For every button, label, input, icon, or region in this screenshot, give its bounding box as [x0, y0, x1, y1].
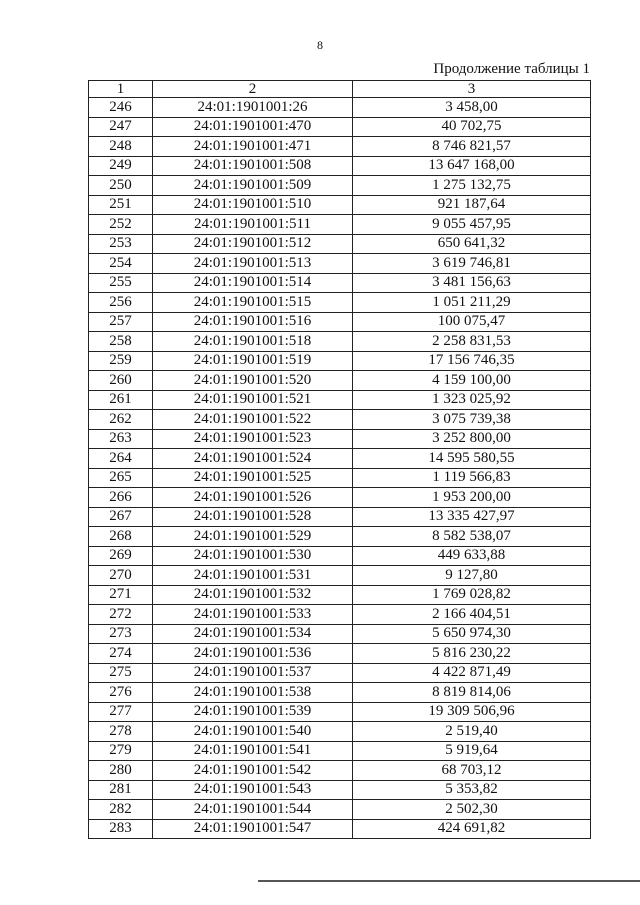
cadastral-number-cell: 24:01:1901001:26	[153, 98, 353, 118]
cadastral-number-cell: 24:01:1901001:533	[153, 605, 353, 625]
table-row	[89, 429, 591, 449]
row-number-cell: 270	[89, 566, 153, 586]
value-cell: 1 119 566,83	[353, 468, 591, 488]
value-cell: 3 481 156,63	[353, 273, 591, 293]
value-cell: 1 051 211,29	[353, 293, 591, 313]
row-number-cell: 250	[89, 176, 153, 196]
cadastral-number-cell: 24:01:1901001:524	[153, 449, 353, 469]
row-number-cell: 280	[89, 761, 153, 781]
table-row	[89, 390, 591, 410]
table-row	[89, 449, 591, 469]
table-row	[89, 800, 591, 820]
value-cell: 4 159 100,00	[353, 371, 591, 391]
value-cell: 3 252 800,00	[353, 429, 591, 449]
cadastral-number-cell: 24:01:1901001:508	[153, 156, 353, 176]
table-row	[89, 488, 591, 508]
table-row	[89, 605, 591, 625]
value-cell: 1 275 132,75	[353, 176, 591, 196]
row-number-cell: 271	[89, 585, 153, 605]
value-cell: 2 519,40	[353, 722, 591, 742]
cadastral-number-cell: 24:01:1901001:521	[153, 390, 353, 410]
value-cell: 3 458,00	[353, 98, 591, 118]
row-number-cell: 278	[89, 722, 153, 742]
row-number-cell: 258	[89, 332, 153, 352]
cadastral-number-cell: 24:01:1901001:547	[153, 819, 353, 839]
value-cell: 68 703,12	[353, 761, 591, 781]
row-number-cell: 268	[89, 527, 153, 547]
cadastral-number-cell: 24:01:1901001:526	[153, 488, 353, 508]
table-row	[89, 566, 591, 586]
value-cell: 5 816 230,22	[353, 644, 591, 664]
value-cell: 3 075 739,38	[353, 410, 591, 430]
row-number-cell: 269	[89, 546, 153, 566]
table-row	[89, 234, 591, 254]
cadastral-number-cell: 24:01:1901001:470	[153, 117, 353, 137]
row-number-cell: 276	[89, 683, 153, 703]
value-cell: 8 746 821,57	[353, 137, 591, 157]
cadastral-number-cell: 24:01:1901001:540	[153, 722, 353, 742]
value-cell: 9 055 457,95	[353, 215, 591, 235]
value-cell: 8 819 814,06	[353, 683, 591, 703]
value-cell: 5 919,64	[353, 741, 591, 761]
row-number-cell: 254	[89, 254, 153, 274]
cadastral-number-cell: 24:01:1901001:511	[153, 215, 353, 235]
table-continuation-label: Продолжение таблицы 1	[433, 61, 590, 77]
column-header-3: 3	[353, 81, 591, 98]
table-row	[89, 741, 591, 761]
cadastral-number-cell: 24:01:1901001:528	[153, 507, 353, 527]
row-number-cell: 247	[89, 117, 153, 137]
row-number-cell: 249	[89, 156, 153, 176]
cadastral-number-cell: 24:01:1901001:542	[153, 761, 353, 781]
column-header-1: 1	[89, 81, 153, 98]
cadastral-number-cell: 24:01:1901001:537	[153, 663, 353, 683]
value-cell: 5 353,82	[353, 780, 591, 800]
row-number-cell: 259	[89, 351, 153, 371]
row-number-cell: 256	[89, 293, 153, 313]
table-row	[89, 195, 591, 215]
row-number-cell: 272	[89, 605, 153, 625]
row-number-cell: 274	[89, 644, 153, 664]
row-number-cell: 246	[89, 98, 153, 118]
value-cell: 13 335 427,97	[353, 507, 591, 527]
table-row	[89, 215, 591, 235]
table-row	[89, 644, 591, 664]
row-number-cell: 253	[89, 234, 153, 254]
value-cell: 2 166 404,51	[353, 605, 591, 625]
cadastral-number-cell: 24:01:1901001:525	[153, 468, 353, 488]
table-row	[89, 585, 591, 605]
table-row	[89, 332, 591, 352]
cadastral-number-cell: 24:01:1901001:538	[153, 683, 353, 703]
cadastral-number-cell: 24:01:1901001:544	[153, 800, 353, 820]
cadastral-number-cell: 24:01:1901001:520	[153, 371, 353, 391]
row-number-cell: 275	[89, 663, 153, 683]
row-number-cell: 257	[89, 312, 153, 332]
value-cell: 40 702,75	[353, 117, 591, 137]
cadastral-number-cell: 24:01:1901001:516	[153, 312, 353, 332]
cadastral-number-cell: 24:01:1901001:471	[153, 137, 353, 157]
table-row	[89, 176, 591, 196]
table-row	[89, 293, 591, 313]
value-cell: 2 502,30	[353, 800, 591, 820]
value-cell: 3 619 746,81	[353, 254, 591, 274]
row-number-cell: 265	[89, 468, 153, 488]
value-cell: 424 691,82	[353, 819, 591, 839]
cadastral-number-cell: 24:01:1901001:522	[153, 410, 353, 430]
data-table	[88, 80, 591, 839]
row-number-cell: 283	[89, 819, 153, 839]
table-row	[89, 98, 591, 118]
row-number-cell: 262	[89, 410, 153, 430]
value-cell: 2 258 831,53	[353, 332, 591, 352]
page-number: 8	[317, 38, 323, 52]
cadastral-number-cell: 24:01:1901001:515	[153, 293, 353, 313]
row-number-cell: 273	[89, 624, 153, 644]
table-row	[89, 663, 591, 683]
row-number-cell: 267	[89, 507, 153, 527]
table-row	[89, 819, 591, 839]
value-cell: 1 323 025,92	[353, 390, 591, 410]
cadastral-number-cell: 24:01:1901001:541	[153, 741, 353, 761]
table-row	[89, 468, 591, 488]
row-number-cell: 264	[89, 449, 153, 469]
table-row	[89, 702, 591, 722]
value-cell: 100 075,47	[353, 312, 591, 332]
value-cell: 14 595 580,55	[353, 449, 591, 469]
value-cell: 1 953 200,00	[353, 488, 591, 508]
row-number-cell: 282	[89, 800, 153, 820]
column-header-2: 2	[153, 81, 353, 98]
row-number-cell: 248	[89, 137, 153, 157]
cadastral-number-cell: 24:01:1901001:513	[153, 254, 353, 274]
table-body	[89, 98, 591, 839]
row-number-cell: 251	[89, 195, 153, 215]
row-number-cell: 260	[89, 371, 153, 391]
row-number-cell: 279	[89, 741, 153, 761]
row-number-cell: 252	[89, 215, 153, 235]
table-row	[89, 371, 591, 391]
value-cell: 9 127,80	[353, 566, 591, 586]
scan-edge-line	[258, 880, 640, 882]
value-cell: 4 422 871,49	[353, 663, 591, 683]
table-row	[89, 273, 591, 293]
table-row	[89, 312, 591, 332]
table-row	[89, 254, 591, 274]
value-cell: 8 582 538,07	[353, 527, 591, 547]
cadastral-number-cell: 24:01:1901001:512	[153, 234, 353, 254]
table-row	[89, 546, 591, 566]
cadastral-number-cell: 24:01:1901001:509	[153, 176, 353, 196]
row-number-cell: 255	[89, 273, 153, 293]
row-number-cell: 263	[89, 429, 153, 449]
cadastral-number-cell: 24:01:1901001:543	[153, 780, 353, 800]
cadastral-number-cell: 24:01:1901001:530	[153, 546, 353, 566]
cadastral-number-cell: 24:01:1901001:539	[153, 702, 353, 722]
cadastral-number-cell: 24:01:1901001:531	[153, 566, 353, 586]
table-row	[89, 156, 591, 176]
value-cell: 1 769 028,82	[353, 585, 591, 605]
table-row	[89, 410, 591, 430]
value-cell: 19 309 506,96	[353, 702, 591, 722]
cadastral-number-cell: 24:01:1901001:519	[153, 351, 353, 371]
table-row	[89, 117, 591, 137]
value-cell: 921 187,64	[353, 195, 591, 215]
cadastral-number-cell: 24:01:1901001:518	[153, 332, 353, 352]
table-row	[89, 683, 591, 703]
value-cell: 17 156 746,35	[353, 351, 591, 371]
cadastral-number-cell: 24:01:1901001:532	[153, 585, 353, 605]
table-row	[89, 137, 591, 157]
cadastral-number-cell: 24:01:1901001:529	[153, 527, 353, 547]
table-row	[89, 761, 591, 781]
value-cell: 13 647 168,00	[353, 156, 591, 176]
table-header-row	[89, 81, 591, 98]
cadastral-number-cell: 24:01:1901001:514	[153, 273, 353, 293]
cadastral-number-cell: 24:01:1901001:510	[153, 195, 353, 215]
table-row	[89, 722, 591, 742]
row-number-cell: 261	[89, 390, 153, 410]
row-number-cell: 266	[89, 488, 153, 508]
row-number-cell: 281	[89, 780, 153, 800]
table-row	[89, 351, 591, 371]
value-cell: 5 650 974,30	[353, 624, 591, 644]
cadastral-number-cell: 24:01:1901001:523	[153, 429, 353, 449]
cadastral-number-cell: 24:01:1901001:534	[153, 624, 353, 644]
table-row	[89, 527, 591, 547]
table-row	[89, 507, 591, 527]
table-row	[89, 780, 591, 800]
value-cell: 449 633,88	[353, 546, 591, 566]
row-number-cell: 277	[89, 702, 153, 722]
table-row	[89, 624, 591, 644]
value-cell: 650 641,32	[353, 234, 591, 254]
cadastral-number-cell: 24:01:1901001:536	[153, 644, 353, 664]
